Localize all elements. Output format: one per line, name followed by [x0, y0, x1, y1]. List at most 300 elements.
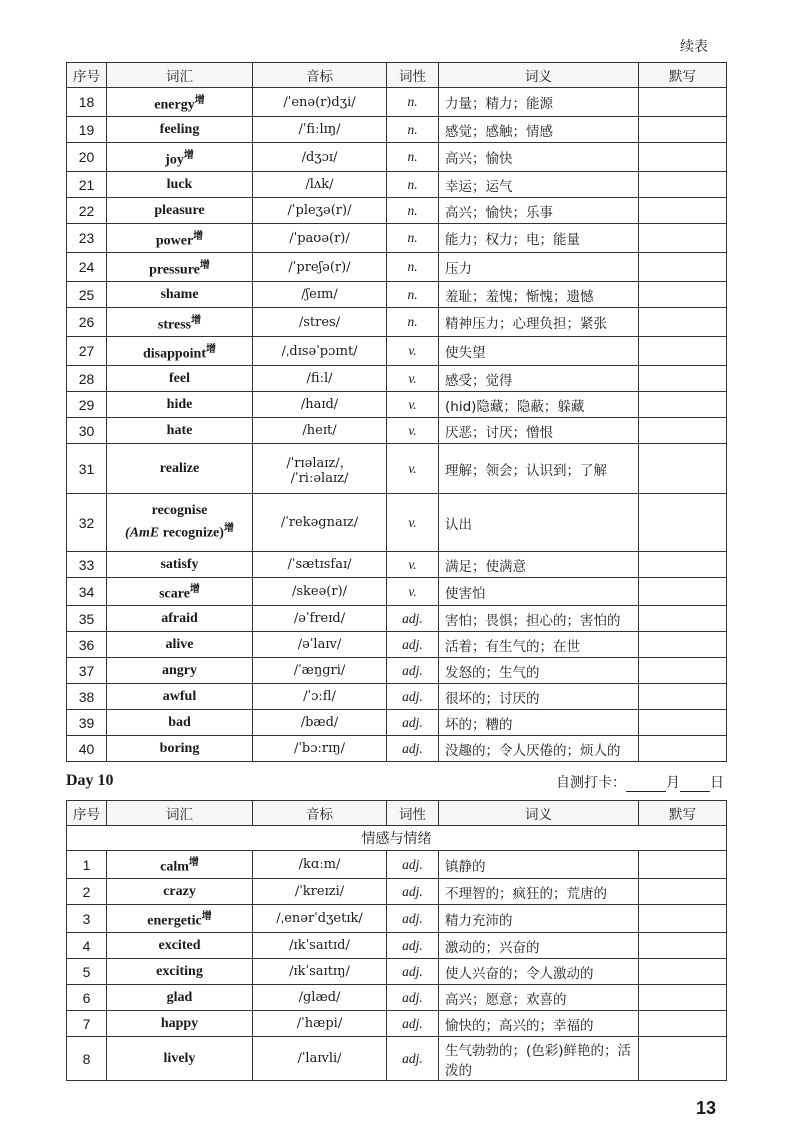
row-word: [107, 736, 253, 762]
table-row: [67, 494, 727, 552]
row-word: [107, 959, 253, 985]
word-text: pressure: [149, 262, 200, 278]
row-pos: v.: [387, 552, 439, 578]
self-check-label: 自测打卡：: [556, 775, 626, 791]
row-phonetic: [253, 444, 387, 494]
row-meaning: 没趣的；令人厌倦的；烦人的: [439, 736, 639, 762]
row-meaning: 幸运；运气: [439, 172, 639, 198]
row-meaning: 生气勃勃的；(色彩)鲜艳的；活泼的: [439, 1037, 639, 1081]
month-blank[interactable]: [626, 777, 666, 792]
row-number: 40: [67, 736, 107, 762]
table-row: [67, 959, 727, 985]
phonetic-text: /skeə(r)/: [291, 584, 348, 599]
phonetic-text: /ˈɔːfl/: [303, 689, 336, 704]
phonetic-text: /ˈpreʃə(r)/: [288, 259, 351, 275]
row-meaning: 很坏的；讨厌的: [439, 684, 639, 710]
row-word: [107, 117, 253, 143]
row-number: 4: [67, 933, 107, 959]
row-word: [107, 418, 253, 444]
row-meaning: 高兴；愉快；乐事: [439, 198, 639, 224]
row-pos: adj.: [387, 1011, 439, 1037]
dictation-cell[interactable]: [639, 905, 727, 933]
word-text: shame: [160, 286, 199, 302]
row-word: [107, 851, 253, 879]
row-phonetic: [253, 308, 387, 337]
row-pos: v.: [387, 337, 439, 366]
row-number: 39: [67, 710, 107, 736]
row-meaning: 使害怕: [439, 578, 639, 606]
table-row: [67, 224, 727, 253]
row-number: 21: [67, 172, 107, 198]
header-word: 词汇: [107, 63, 253, 88]
row-word: [107, 1037, 253, 1081]
row-word: [107, 143, 253, 172]
row-number: 37: [67, 658, 107, 684]
phonetic-text: /ˌenərˈdʒetɪk/: [276, 911, 363, 926]
dictation-cell[interactable]: [639, 552, 727, 578]
word-text: glad: [166, 989, 193, 1005]
added-mark: 增: [199, 259, 210, 271]
table-row: [67, 198, 727, 224]
header-no: 序号: [67, 63, 107, 88]
header-no: 序号: [67, 801, 107, 826]
row-meaning: 羞耻；羞愧；惭愧；遗憾: [439, 282, 639, 308]
added-mark: 增: [189, 584, 200, 596]
table-row: [67, 172, 727, 198]
row-phonetic: [253, 88, 387, 117]
row-meaning: 害怕；畏惧；担心的；害怕的: [439, 606, 639, 632]
dictation-cell[interactable]: [639, 172, 727, 198]
row-meaning: 坏的；糟的: [439, 710, 639, 736]
row-phonetic: [253, 658, 387, 684]
header-phonetic: 音标: [253, 801, 387, 826]
row-pos: n.: [387, 308, 439, 337]
row-pos: n.: [387, 143, 439, 172]
table-row: [67, 658, 727, 684]
table-row: [67, 933, 727, 959]
row-phonetic: [253, 552, 387, 578]
row-phonetic: [253, 959, 387, 985]
row-phonetic: [253, 905, 387, 933]
phonetic-text: /fiːl/: [306, 371, 333, 386]
row-pos: v.: [387, 392, 439, 418]
row-pos: v.: [387, 418, 439, 444]
row-phonetic: [253, 684, 387, 710]
dictation-cell[interactable]: [639, 879, 727, 905]
table-row: [67, 308, 727, 337]
word-text: feel: [169, 370, 190, 386]
dictation-cell[interactable]: [639, 1037, 727, 1081]
table-header-row: [67, 63, 727, 88]
table-row: [67, 418, 727, 444]
row-meaning: 理解；领会；认识到；了解: [439, 444, 639, 494]
row-word: [107, 224, 253, 253]
row-number: 27: [67, 337, 107, 366]
row-meaning: 愉快的；高兴的；幸福的: [439, 1011, 639, 1037]
row-pos: v.: [387, 444, 439, 494]
header-meaning: 词义: [439, 801, 639, 826]
word-text: afraid: [161, 610, 198, 626]
row-number: 31: [67, 444, 107, 494]
word-text: recognise: [151, 503, 208, 519]
dictation-cell[interactable]: [639, 392, 727, 418]
phonetic-text: /stres/: [298, 314, 341, 330]
row-meaning: 活着；有生气的；在世: [439, 632, 639, 658]
added-mark: 增: [183, 149, 194, 161]
row-number: 29: [67, 392, 107, 418]
table-row: [67, 879, 727, 905]
row-meaning: 发怒的；生气的: [439, 658, 639, 684]
dictation-cell[interactable]: [639, 308, 727, 337]
row-phonetic: [253, 933, 387, 959]
word-text: scare: [159, 586, 190, 602]
dictation-cell[interactable]: [639, 578, 727, 606]
word-variant-prefix: (AmE: [125, 525, 160, 541]
word-text: joy: [165, 152, 184, 168]
word-text: alive: [165, 636, 194, 652]
dictation-cell[interactable]: [639, 606, 727, 632]
row-phonetic: [253, 632, 387, 658]
row-word: [107, 253, 253, 282]
row-number: 34: [67, 578, 107, 606]
table-row: [67, 1037, 727, 1081]
row-meaning: 使人兴奋的；令人激动的: [439, 959, 639, 985]
dictation-cell[interactable]: [639, 224, 727, 253]
row-phonetic: [253, 198, 387, 224]
row-meaning: 精力充沛的: [439, 905, 639, 933]
row-word: [107, 578, 253, 606]
phonetic-text: /ˈpaʊə(r)/: [289, 230, 350, 246]
word-text: crazy: [163, 883, 196, 899]
phonetic-text: /ˈæŋgri/: [293, 663, 346, 678]
row-phonetic: [253, 985, 387, 1011]
table-row: [67, 337, 727, 366]
page-number: 13: [695, 1098, 716, 1118]
row-word: [107, 606, 253, 632]
row-meaning: 压力: [439, 253, 639, 282]
row-pos: adj.: [387, 905, 439, 933]
row-phonetic: [253, 224, 387, 253]
header-word: 词汇: [107, 801, 253, 826]
table-header-row: [67, 801, 727, 826]
phonetic-text: /ˈrekəgnaɪz/: [280, 515, 359, 530]
row-meaning: 厌恶；讨厌；憎恨: [439, 418, 639, 444]
row-meaning: 不理智的；疯狂的；荒唐的: [439, 879, 639, 905]
dictation-cell[interactable]: [639, 684, 727, 710]
row-pos: n.: [387, 198, 439, 224]
added-mark: 增: [223, 523, 234, 535]
row-pos: adj.: [387, 632, 439, 658]
row-phonetic: [253, 1037, 387, 1081]
day-unit-label: 日: [710, 775, 724, 791]
table-row: [67, 88, 727, 117]
dictation-cell[interactable]: [639, 253, 727, 282]
word-text: satisfy: [160, 556, 199, 572]
row-number: 1: [67, 851, 107, 879]
added-mark: 增: [194, 94, 205, 106]
row-number: 2: [67, 879, 107, 905]
row-meaning: 激动的；兴奋的: [439, 933, 639, 959]
row-word: [107, 552, 253, 578]
table-row: [67, 710, 727, 736]
row-phonetic: [253, 606, 387, 632]
phonetic-text: /ˈhæpi/: [296, 1016, 343, 1031]
row-meaning: 认出: [439, 494, 639, 552]
word-text: luck: [166, 176, 193, 192]
row-number: 26: [67, 308, 107, 337]
table-row: [67, 282, 727, 308]
word-text: happy: [160, 1015, 199, 1031]
phonetic-text: /lʌk/: [305, 177, 334, 192]
row-pos: n.: [387, 88, 439, 117]
dictation-cell[interactable]: [639, 282, 727, 308]
row-word: [107, 282, 253, 308]
table-row: [67, 117, 727, 143]
row-meaning: (hid)隐藏；隐蔽；躲藏: [439, 392, 639, 418]
dictation-cell[interactable]: [639, 1011, 727, 1037]
row-meaning: 高兴；愿意；欢喜的: [439, 985, 639, 1011]
added-mark: 增: [191, 314, 202, 326]
dictation-cell[interactable]: [639, 143, 727, 172]
row-pos: adj.: [387, 658, 439, 684]
row-phonetic: [253, 710, 387, 736]
word-text: energy: [154, 97, 195, 113]
row-number: 8: [67, 1037, 107, 1081]
row-phonetic: [253, 282, 387, 308]
row-number: 33: [67, 552, 107, 578]
table-row: [67, 905, 727, 933]
row-word: [107, 198, 253, 224]
row-word: [107, 366, 253, 392]
word-text: feeling: [159, 121, 200, 137]
dictation-cell[interactable]: [639, 933, 727, 959]
row-word: [107, 905, 253, 933]
row-number: 5: [67, 959, 107, 985]
month-label: 月: [666, 775, 680, 791]
row-pos: v.: [387, 494, 439, 552]
dictation-cell[interactable]: [639, 632, 727, 658]
phonetic-text: /bæd/: [300, 715, 339, 730]
word-text: hide: [166, 396, 193, 412]
phonetic-text: /ˈkreɪzi/: [294, 884, 345, 899]
phonetic-text: /ˈfiːlɪŋ/: [298, 122, 341, 137]
phonetic-text-alt: /ˈriːəlaɪz/: [290, 470, 349, 486]
row-pos: n.: [387, 117, 439, 143]
phonetic-text: /əˈfreɪd/: [293, 611, 346, 626]
row-word: [107, 710, 253, 736]
dictation-cell[interactable]: [639, 959, 727, 985]
row-number: 6: [67, 985, 107, 1011]
row-word: [107, 632, 253, 658]
row-number: 24: [67, 253, 107, 282]
table-row: [67, 143, 727, 172]
row-phonetic: [253, 494, 387, 552]
row-number: 38: [67, 684, 107, 710]
row-pos: adj.: [387, 985, 439, 1011]
word-text: realize: [159, 460, 200, 476]
row-phonetic: [253, 366, 387, 392]
row-meaning: 镇静的: [439, 851, 639, 879]
phonetic-text: /heɪt/: [302, 423, 337, 438]
row-word: [107, 444, 253, 494]
row-word: [107, 933, 253, 959]
table-row: [67, 736, 727, 762]
dictation-cell[interactable]: [639, 444, 727, 494]
table-row: [67, 578, 727, 606]
row-word: [107, 494, 253, 552]
row-pos: n.: [387, 253, 439, 282]
row-phonetic: [253, 117, 387, 143]
row-word: [107, 879, 253, 905]
table-row: [67, 985, 727, 1011]
table-row: [67, 684, 727, 710]
row-phonetic: [253, 736, 387, 762]
row-number: 36: [67, 632, 107, 658]
section-row: [67, 826, 727, 851]
dictation-cell[interactable]: [639, 88, 727, 117]
dictation-cell[interactable]: [639, 851, 727, 879]
dictation-cell[interactable]: [639, 366, 727, 392]
row-number: 23: [67, 224, 107, 253]
table-row: [67, 1011, 727, 1037]
table-row: [67, 851, 727, 879]
dictation-cell[interactable]: [639, 736, 727, 762]
table-row: [67, 392, 727, 418]
added-mark: 增: [201, 911, 212, 923]
phonetic-text: /glæd/: [298, 990, 341, 1005]
added-mark: 增: [188, 857, 199, 869]
row-pos: adj.: [387, 710, 439, 736]
dictation-cell[interactable]: [639, 658, 727, 684]
row-meaning: 力量；精力；能源: [439, 88, 639, 117]
word-variant: recognize): [159, 525, 224, 541]
row-pos: adj.: [387, 736, 439, 762]
dictation-cell[interactable]: [639, 494, 727, 552]
row-pos: v.: [387, 366, 439, 392]
row-meaning: 使失望: [439, 337, 639, 366]
row-number: 22: [67, 198, 107, 224]
row-word: [107, 337, 253, 366]
self-check: [556, 772, 724, 792]
dictation-cell[interactable]: [639, 337, 727, 366]
row-phonetic: [253, 392, 387, 418]
header-phonetic: 音标: [253, 63, 387, 88]
row-word: [107, 1011, 253, 1037]
table-row: [67, 552, 727, 578]
phonetic-text: /kɑːm/: [298, 857, 341, 872]
dictation-cell[interactable]: [639, 418, 727, 444]
word-text: pleasure: [154, 202, 205, 218]
word-text: calm: [160, 859, 189, 875]
day-label: Day 10: [66, 772, 114, 789]
row-meaning: 感受；觉得: [439, 366, 639, 392]
phonetic-text: /ɪkˈsaɪtɪd/: [289, 938, 350, 953]
continued-label: 续表: [680, 39, 708, 55]
phonetic-text: /ˈlaɪvli/: [297, 1051, 342, 1066]
row-pos: v.: [387, 578, 439, 606]
row-number: 19: [67, 117, 107, 143]
row-word: [107, 172, 253, 198]
row-word: [107, 985, 253, 1011]
row-pos: adj.: [387, 1037, 439, 1081]
row-number: 32: [67, 494, 107, 552]
table-row: [67, 606, 727, 632]
phonetic-text: /əˈlaɪv/: [297, 637, 342, 652]
word-text: bad: [168, 714, 191, 730]
row-phonetic: [253, 143, 387, 172]
word-text: awful: [162, 688, 197, 704]
header-pos: 词性: [387, 801, 439, 826]
day-blank[interactable]: [680, 777, 710, 792]
row-number: 18: [67, 88, 107, 117]
phonetic-text: /ˈrɪəlaɪz/，: [286, 455, 353, 471]
row-word: [107, 392, 253, 418]
dictation-cell[interactable]: [639, 117, 727, 143]
row-meaning: 精神压力；心理负担；紧张: [439, 308, 639, 337]
dictation-cell[interactable]: [639, 985, 727, 1011]
row-phonetic: [253, 879, 387, 905]
row-pos: n.: [387, 282, 439, 308]
row-number: 7: [67, 1011, 107, 1037]
phonetic-text: /haɪd/: [300, 397, 339, 412]
phonetic-text: /ɪkˈsaɪtɪŋ/: [289, 964, 350, 979]
vocab-table-continued: [66, 62, 727, 762]
header-pos: 词性: [387, 63, 439, 88]
phonetic-text: /ˈsætɪsfaɪ/: [287, 557, 352, 572]
row-pos: n.: [387, 172, 439, 198]
vocab-table-day10: [66, 800, 727, 1081]
row-number: 20: [67, 143, 107, 172]
word-text: disappoint: [142, 346, 207, 362]
row-meaning: 感觉；感触；情感: [439, 117, 639, 143]
row-phonetic: [253, 253, 387, 282]
word-text: exciting: [156, 963, 203, 979]
header-dictation: 默写: [639, 63, 727, 88]
phonetic-text: /ˈbɔːrɪŋ/: [293, 741, 346, 756]
row-meaning: 满足；使满意: [439, 552, 639, 578]
row-word: [107, 658, 253, 684]
word-text: hate: [166, 422, 193, 438]
row-word: [107, 88, 253, 117]
added-mark: 增: [206, 343, 217, 355]
row-number: 30: [67, 418, 107, 444]
row-pos: adj.: [387, 684, 439, 710]
word-text: angry: [162, 662, 197, 678]
row-number: 35: [67, 606, 107, 632]
row-number: 25: [67, 282, 107, 308]
dictation-cell[interactable]: [639, 198, 727, 224]
row-meaning: 高兴；愉快: [439, 143, 639, 172]
added-mark: 增: [193, 230, 204, 242]
row-phonetic: [253, 418, 387, 444]
row-number: 28: [67, 366, 107, 392]
word-text: energetic: [147, 913, 202, 929]
row-meaning: 能力；权力；电；能量: [439, 224, 639, 253]
phonetic-text: /dʒɔɪ/: [301, 149, 338, 165]
phonetic-text: /ˈpleʒə(r)/: [287, 203, 352, 218]
dictation-cell[interactable]: [639, 710, 727, 736]
word-text: power: [155, 233, 194, 249]
row-word: [107, 684, 253, 710]
row-number: 3: [67, 905, 107, 933]
row-word: [107, 308, 253, 337]
word-text: boring: [159, 740, 200, 756]
row-pos: adj.: [387, 606, 439, 632]
phonetic-text: /ʃeɪm/: [301, 287, 338, 302]
row-phonetic: [253, 851, 387, 879]
row-phonetic: [253, 578, 387, 606]
header-dictation: 默写: [639, 801, 727, 826]
